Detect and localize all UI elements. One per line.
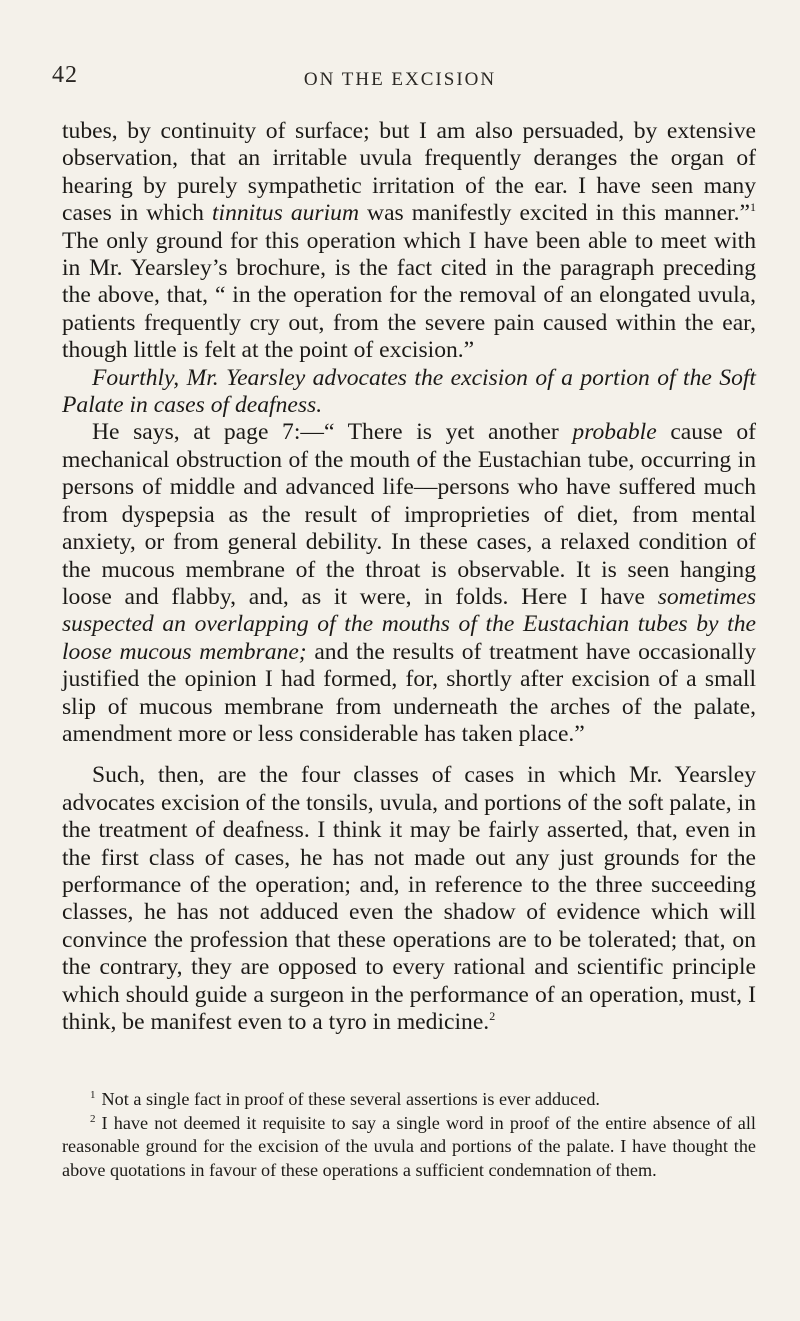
text-run: was manifestly excited in this manner.” [358,200,750,227]
text-run: Such, then, are the four classes of cases in which Mr. Yearsley advocates excision of the tonsils, uvula, and portions of the soft palate, in the treatment of deafness. I think it may be fairly asserted, that, even in the first class of cases, he has not made out any just grounds for the performance of the operation; and, in reference to the three succeeding classes, he has not adduced even the shadow of evidence which will convince the profession that these operations are to be tolerated; that, on the contrary, they are opposed to every rational and scientific principle which should guide a surgeon in the performance of an operation, must, I think, be manifest even to a tyro in medicine. [62,762,756,1035]
footnote-ref: 1 [749,200,756,215]
footnote [62,1112,756,1183]
running-title: ON THE EXCISION [303,69,497,90]
text-run: tubes, by continuity of surface; but I am also persuaded, by extensive observation, that an irritable uvula frequently deranges the organ of hearing by purely sympathetic irritation of the ear. I have seen many cases in which [62,118,756,227]
footnote-text: I have not deemed it requisite to say a single word in proof of the entire absence of all reasonable ground for the excision of the uvula and portions of the palate. I have thought the above quotations in favour of these operations a sufficient condemnation of them. [62,1112,756,1180]
footnotes [62,1088,756,1182]
main-text [62,118,756,1036]
italic-term: probable [572,419,657,446]
paragraph [62,419,756,748]
section-heading: Fourthly, Mr. Yearsley advocates the excision of a portion of the Soft Palate in cases of deafness. [62,364,756,419]
paragraph [62,762,756,1036]
footnote-mark: 1 [90,1089,96,1101]
italic-term: tinnitus aurium [211,200,359,227]
footnote-mark: 2 [90,1112,96,1125]
text-run: and the results of treatment have occasionally justified the opinion I had formed, for, shortly after excision of a small slip of mucous membrane from underneath the arches of the palate, amendment more or less considerable has taken place.” [62,638,756,747]
text-run: He says, at page 7:—“ There is yet another [92,419,573,446]
paragraph-continuation [62,118,756,365]
footnote-ref: 2 [489,1009,496,1023]
footnote-text: Not a single fact in proof of these several assertions is ever adduced. [101,1089,600,1109]
text-run: cause of mechanical obstruction of the mouth of the Eustachian tube, occurring in persons of middle and advanced life—persons who have suffered much from dyspepsia as the result of improprieties of diet, from mental anxiety, or from general debility. In these cases, a relaxed condition of the mucous membrane of the throat is observable. It is seen hanging loose and flabby, and, as it were, in folds. Here I have [62,419,756,610]
italic-phrase: sometimes suspected an overlapping of the mouths of the Eustachian tubes by the loose mucous membrane; [62,583,756,665]
footnote [62,1088,756,1112]
page-number: 42 [52,62,78,88]
text-run: The only ground for this operation which I have been able to meet with in Mr. Yearsley’s brochure, is the fact cited in the paragraph preceding the above, that, “ in the operation for the removal of an elongated uvula, patients frequently cry out, from the severe pain caused within the ear, though little is felt at the point of excision.” [62,227,756,364]
